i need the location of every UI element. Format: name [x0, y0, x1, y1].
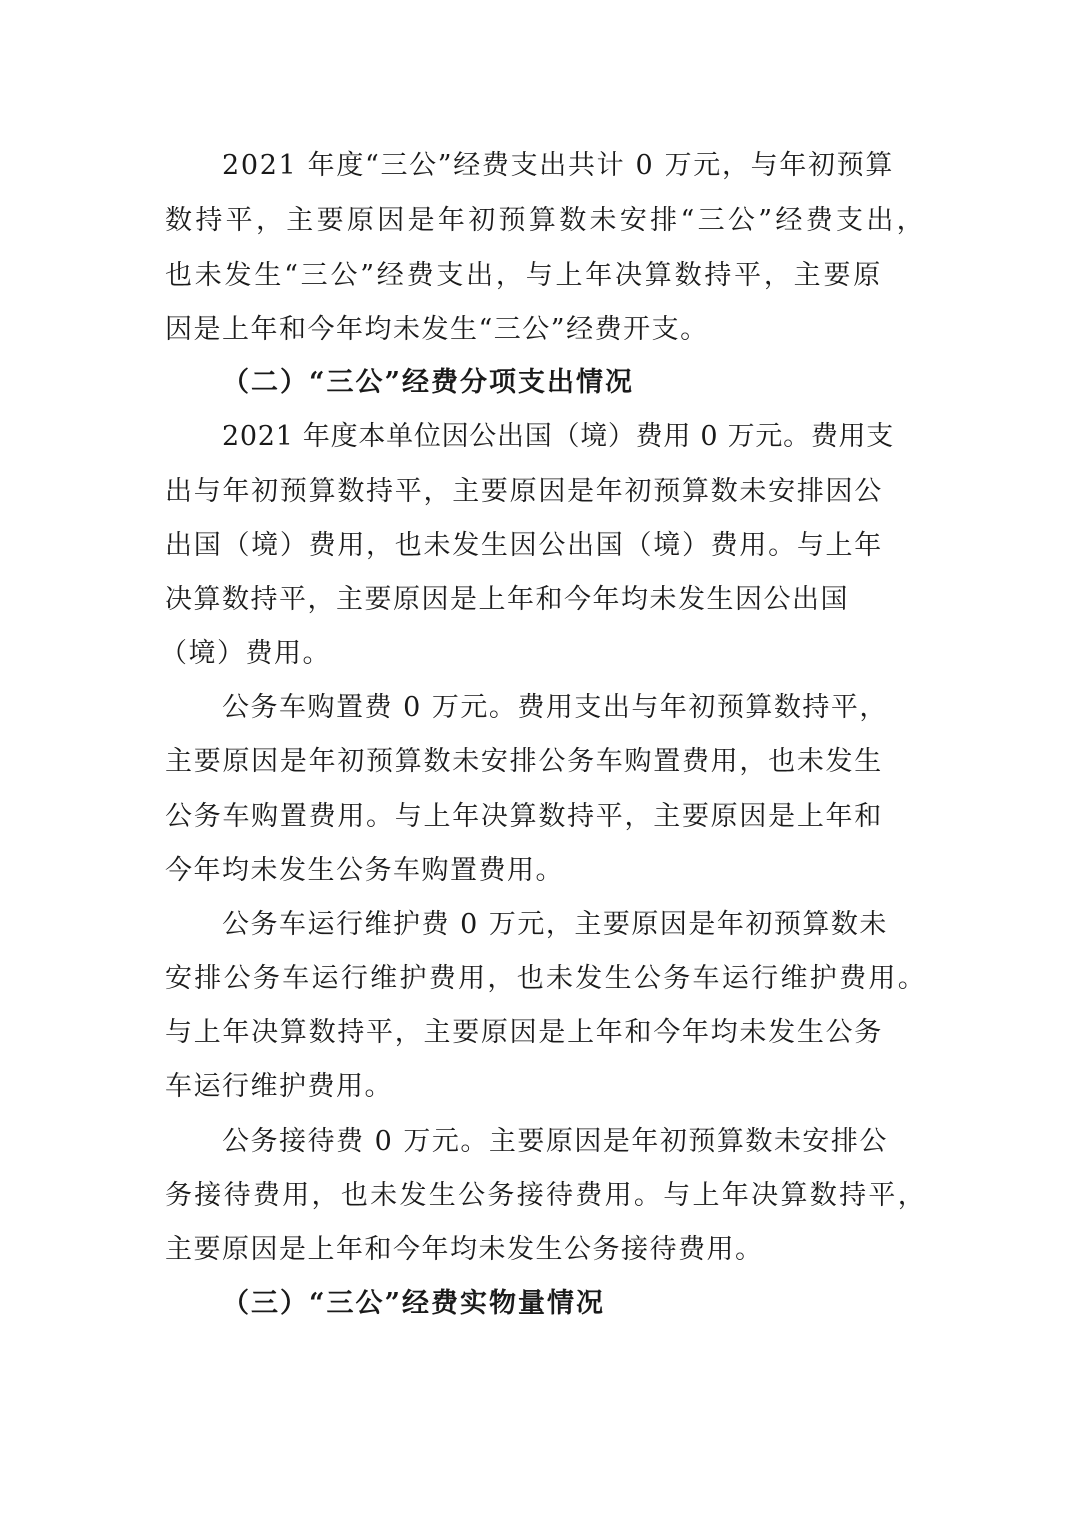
paragraph-line: 与上年决算数持平，主要原因是上年和今年均未发生公务 [165, 1017, 883, 1048]
paragraph-line: 出与年初预算数持平，主要原因是年初预算数未安排因公 [165, 476, 883, 507]
paragraph-line: 公务车购置费 0 万元。费用支出与年初预算数持平， [222, 692, 888, 723]
paragraph-line: 出国（境）费用，也未发生因公出国（境）费用。与上年 [165, 530, 883, 561]
paragraph-line: 务接待费用，也未发生公务接待费用。与上年决算数持平， [165, 1180, 927, 1211]
paragraph-line: 公务车购置费用。与上年决算数持平，主要原因是上年和 [165, 801, 883, 832]
paragraph-line: 2021 年度本单位因公出国（境）费用 0 万元。费用支 [222, 421, 894, 452]
paragraph-line: 主要原因是年初预算数未安排公务车购置费用，也未发生 [165, 746, 883, 777]
paragraph-line: 2021 年度“三公”经费支出共计 0 万元，与年初预算 [222, 150, 894, 181]
paragraph-line: 数持平，主要原因是年初预算数未安排“三公”经费支出， [165, 205, 927, 236]
paragraph-line: 车运行维护费用。 [165, 1071, 393, 1102]
paragraph-line: 公务车运行维护费 0 万元，主要原因是年初预算数未 [222, 909, 888, 940]
paragraph-line: （境）费用。 [160, 638, 331, 669]
paragraph-line: 主要原因是上年和今年均未发生公务接待费用。 [165, 1234, 764, 1265]
paragraph-line: 公务接待费 0 万元。主要原因是年初预算数未安排公 [222, 1126, 888, 1157]
paragraph-line: 因是上年和今年均未发生“三公”经费开支。 [165, 314, 709, 345]
section-heading: （二）“三公”经费分项支出情况 [222, 367, 635, 398]
section-heading: （三）“三公”经费实物量情况 [222, 1288, 606, 1319]
paragraph-line: 也未发生“三公”经费支出，与上年决算数持平，主要原 [165, 260, 883, 291]
paragraph-line: 决算数持平，主要原因是上年和今年均未发生因公出国 [165, 584, 849, 615]
paragraph-line: 今年均未发生公务车购置费用。 [165, 855, 564, 886]
paragraph-line: 安排公务车运行维护费用，也未发生公务车运行维护费用。 [165, 963, 927, 994]
